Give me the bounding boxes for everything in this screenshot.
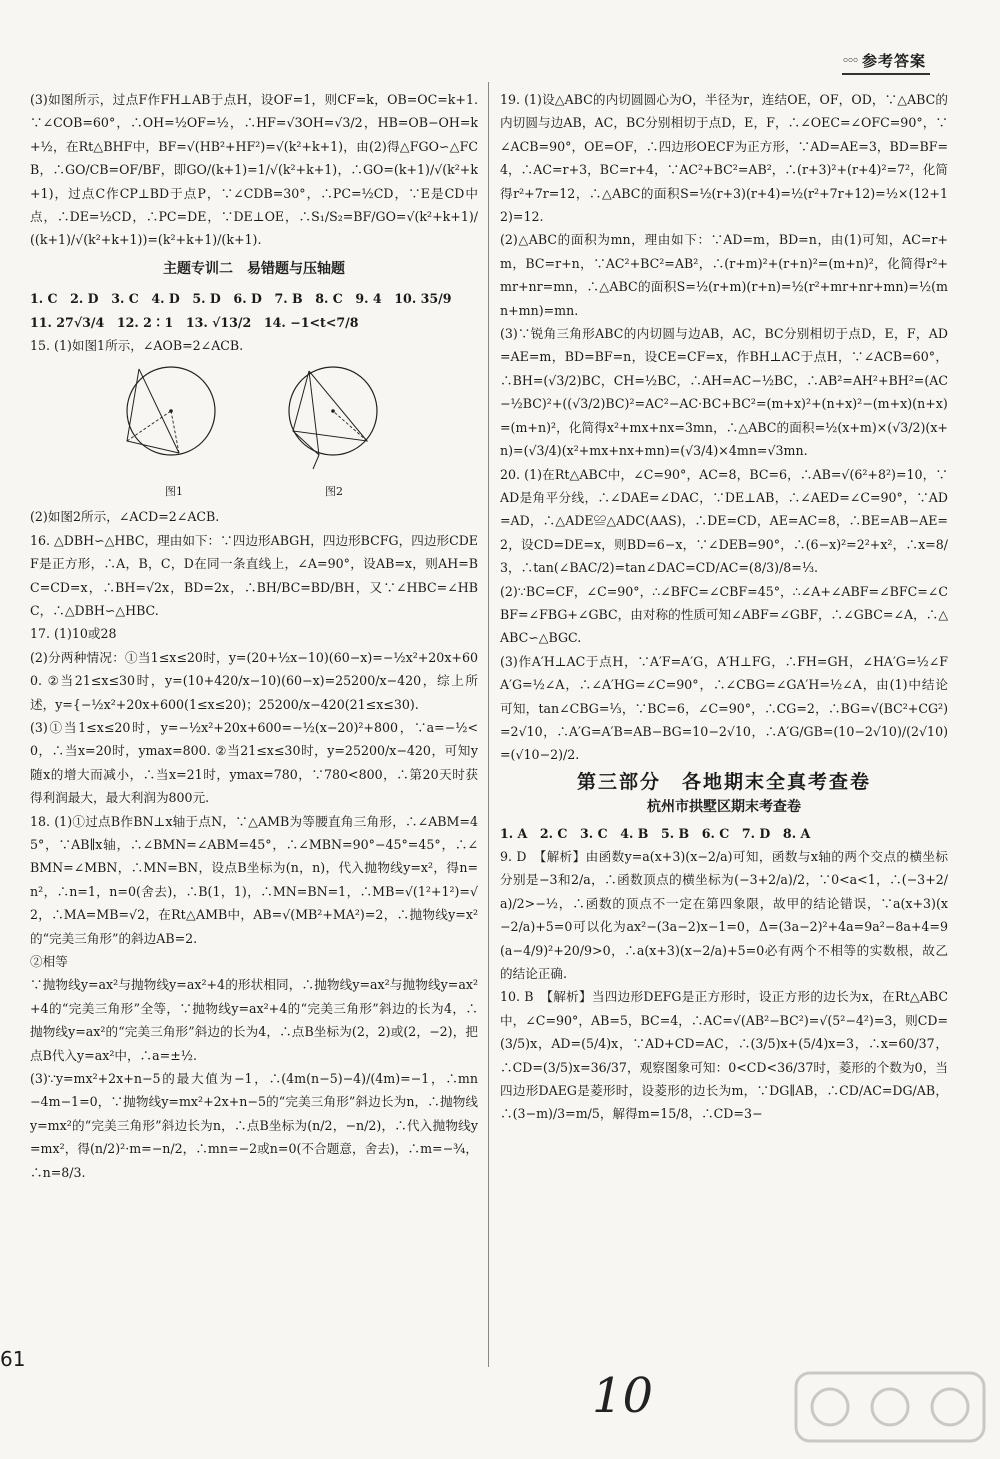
part-title: 第三部分 各地期末全真考查卷	[576, 770, 871, 793]
watermark-logo-icon	[790, 1367, 990, 1447]
figure-row	[30, 359, 478, 503]
handwritten-note: 10	[592, 1368, 654, 1424]
solution-paragraph: (2)如图2所示，∠ACD=2∠ACB.	[30, 509, 220, 525]
page-number: 61	[0, 1347, 26, 1371]
solution-paragraph: (2)分两种情况：①当1≤x≤20时，y=(20+½x−10)(60−x)=−½x²+20x+600. ②当21≤x≤30时，y=(10+420/x−10)(60−x)=25200/x−420，综上所述，y={−½x²+20x+600(1≤x≤20)；25200/x−420(21≤x≤30).	[30, 649, 478, 712]
solution-paragraph: 9. D 【解析】由函数y=a(x+3)(x−2/a)可知，函数与x轴的两个交点的横坐标分别是−3和2/a，∴函数顶点的横坐标为(−3+2/a)/2，∵0<a<1，∴(−3+2/a)/2>−½，∴函数的顶点不一定在第四象限，故甲的结论错误，∵a(x+3)(x−2/a)+5=0可以化为ax²−(3a−2)x−1=0，Δ=(3a−2)²+4a=9a²−8a+4=9(a−4/9)²+20/9>0，∴a(x+3)(x−2/a)+5=0必有两个不相等的实数根，故乙的结论正确.	[500, 849, 948, 982]
figure-caption: 图1	[165, 484, 183, 498]
figure-1	[109, 359, 239, 503]
solution-paragraph: 17. (1)10或28	[30, 626, 117, 642]
solution-paragraph: (3)①当1≤x≤20时，y=−½x²+20x+600=−½(x−20)²+800，∵a=−½<0，∴当x=20时，ymax=800. ②当21≤x≤30时，y=25200/x−420，可知y随x的增大而减小，∴当x=21时，ymax=780，∵780<800，∴第20天时获得利润最大，最大利润为800元.	[30, 719, 478, 806]
right-column	[500, 88, 948, 1126]
solution-paragraph: (3)∵锐角三角形ABC的内切圆与边AB，AC，BC分别相切于点D，E，F，AD=AE=m，BD=BF=n，设CE=CF=x，作BH⊥AC于点H，∵∠ACB=60°，∴BH=(√3/2)BC，CH=½BC，∴AH=AC−½BC，∴AB²=AH²+BH²=(AC−½BC)²+((√3/2)BC)²=AC²−AC·BC+BC²=(m+x)²+(n+x)²−(m+x)(n+x)=(m+n)²，化简得x²+mx+nx=3mn，∴△ABC的面积=½(x+m)×(√3/2)(x+n)=(√3/4)(x²+mx+nx+mn)=(√3/4)×4mn=√3mn.	[500, 326, 948, 459]
decorative-dots-icon: ◦◦◦	[841, 54, 858, 67]
solution-paragraph: 15. (1)如图1所示，∠AOB=2∠ACB.	[30, 338, 244, 354]
answer-list: 11. 27√3/4 12. 2∶1 13. √13/2 14. −1<t<7/8	[30, 314, 359, 330]
solution-paragraph: (3)∵y=mx²+2x+n−5的最大值为−1，∴(4m(n−5)−4)/(4m)=−1，∴mn−4m−1=0，∵抛物线y=mx²+2x+n−5的“完美三角形”斜边长为n，∴抛物线y=mx²的“完美三角形”斜边长为n，∴点B坐标为(n/2，−n/2)，∴代入抛物线y=mx²，得(n/2)²·m=−n/2，∴mn=−2或n=0(不合题意，舍去)，∴m=−¾，∴n=8/3.	[30, 1071, 478, 1180]
solution-paragraph: 18. (1)①过点B作BN⊥x轴于点N，∵△AMB为等腰直角三角形，∴∠ABM=45°，∵AB∥x轴，∴∠BMN=∠ABM=45°，∴∠MBN=90°−45°=45°，∴∠BMN=∠MBN，∴MN=BN，设点B坐标为(n，n)，代入抛物线y=x²，得n=n²，∴n=1，n=0(舍去)，∴B(1，1)，∴MN=BN=1，∴MB=√(1²+1²)=√2，∴MA=MB=√2，在Rt△AMB中，AB=√(MB²+MA²)=2，∴抛物线y=x²的“完美三角形”的斜边AB=2.	[30, 813, 478, 946]
section-title: 主题专训二 易错题与压轴题	[163, 260, 345, 277]
solution-paragraph: (3)如图所示，过点F作FH⊥AB于点H，设OF=1，则CF=k，OB=OC=k+1. ∵∠COB=60°，∴OH=½OF=½，∴HF=√3OH=√3/2，HB=OB−OH=k+½，在Rt△BHF中，BF=√(HB²+HF²)=√(k²+k+1)，由(2)得△FGO∽△FCB，∴GO/CB=OF/BF，即GO/(k+1)=1/√(k²+k+1)，∴GO=(k+1)/√(k²+k+1)，过点C作CP⊥BD于点P，∵∠CDB=30°，∴PC=½CD，∵E是CD中点，∴DE=½CD，∴PC=DE，∵DE⊥OE，∴S₁/S₂=BF/GO=√(k²+k+1)/((k+1)/√(k²+k+1))=(k²+k+1)/(k+1).	[30, 92, 478, 248]
column-divider	[488, 82, 489, 1367]
solution-paragraph: (3)作A′H⊥AC于点H，∵A′F=A′G，A′H⊥FG，∴FH=GH，∠HA′G=½∠FA′G=½∠A，∴∠A′HG=∠C=90°，∴∠CBG=∠GA′H=½∠A，由(1)中结论可知，tan∠CBG=⅓，∵BC=6，∠C=90°，∴CG=2，∴BG=√(BC²+CG²)=2√10，∴A′G=A′B=AB−BG=10−2√10，∴A′G/GB=(10−2√10)/(2√10)=(√10−2)/2.	[500, 653, 948, 763]
answer-list: 1. A 2. C 3. C 4. B 5. B 6. C 7. D 8. A	[500, 825, 811, 841]
solution-paragraph: (2)△ABC的面积为mn，理由如下：∵AD=m，BD=n，由(1)可知，AC=r+m，BC=r+n，∵AC²+BC²=AB²，∴(r+m)²+(r+n)²=(m+n)²，化简得r²+mr+nr=mn，∴△ABC的面积S=½(r+m)(r+n)=½(r²+mr+nr+mn)=½(mn+mn)=mn.	[500, 232, 948, 318]
solution-paragraph: ∵抛物线y=ax²与抛物线y=ax²+4的形状相同，∴抛物线y=ax²与抛物线y=ax²+4的“完美三角形”全等，∵抛物线y=ax²+4的“完美三角形”斜边的长为4，∴抛物线y=ax²的“完美三角形”斜边的长为4，∴点B坐标为(2，2)或(2，−2)，把点B代入y=ax²中，∴a=±½.	[30, 977, 478, 1063]
solution-paragraph: 16. △DBH∽△HBC，理由如下：∵四边形ABGH，四边形BCFG，四边形CDEF是正方形，∴A，B，C，D在同一条直线上，∠A=90°，设AB=x，则AH=BC=CD=x，∴BH=√2x，BD=2x，∴BH/BC=BD/BH，又∵∠HBC=∠HBC，∴△DBH∽△HBC.	[30, 532, 478, 618]
solution-paragraph: 19. (1)设△ABC的内切圆圆心为O，半径为r，连结OE，OF，OD，∵△ABC的内切圆与边AB，AC，BC分别相切于点D，E，F，∴∠OEC=∠OFC=90°，∵∠ACB=90°，OE=OF，∴四边形OECF为正方形，∵AD=AE=3，BD=BF=4，∴AC=r+3，BC=r+4，∵AC²+BC²=AB²，∴(r+3)²+(r+4)²=7²，化简得r²+7r=12，∴△ABC的面积S=½(r+3)(r+4)=½(r²+7r+12)=½×(12+12)=12.	[500, 92, 948, 225]
left-column	[30, 88, 478, 1184]
answer-list: 1. C 2. D 3. C 4. D 5. D 6. D 7. B 8. C 9. 4 10. 35/9	[30, 291, 452, 307]
figure-caption: 图2	[325, 484, 343, 498]
circle-figure-1-icon	[109, 359, 239, 471]
solution-paragraph: 10. B 【解析】当四边形DEFG是正方形时，设正方形的边长为x，在Rt△ABC中，∠C=90°，AB=5，BC=4，∴AC=√(AB²−BC²)=√(5²−4²)=3，则CD=(3/5)x，AD=(5/4)x，∵AD+CD=AC，∴(3/5)x+(5/4)x=3，∴x=60/37，∴CD=(3/5)x=36/37，观察图象可知：0<CD<36/37时，菱形的个数为0，当四边形DAEG是菱形时，设菱形的边长为m，∵DG∥AB，∴CD/AC=DG/AB，∴(3−m)/3=m/5，解得m=15/8，∴CD=3−	[500, 989, 948, 1122]
solution-paragraph: ②相等	[30, 954, 68, 969]
figure-2	[269, 359, 399, 503]
header-tag-text: 参考答案	[861, 52, 926, 70]
header-tag	[842, 50, 930, 75]
exam-title: 杭州市拱墅区期末考查卷	[647, 799, 801, 816]
solution-paragraph: (2)∵BC=CF，∠C=90°，∴∠BFC=∠CBF=45°，∴∠A+∠ABF=∠BFC=∠CBF=∠FBG+∠GBC，由对称的性质可知∠ABF=∠GBF，∴∠GBC=∠A，∴△ABC∽△BGC.	[500, 583, 948, 646]
solution-paragraph: 20. (1)在Rt△ABC中，∠C=90°，AC=8，BC=6，∴AB=√(6²+8²)=10，∵AD是角平分线，∴∠DAE=∠DAC，∵DE⊥AB，∴∠AED=∠C=90°，∵AD=AD，∴△ADE≌△ADC(AAS)，∴DE=CD，AE=AC=8，∴BE=AB−AE=2，设CD=DE=x，则BD=6−x，∵∠DEB=90°，∴(6−x)²=2²+x²，∴x=8/3，∴tan(∠BAC/2)=tan∠DAC=CD/AC=(8/3)/8=⅓.	[500, 466, 948, 576]
circle-figure-2-icon	[269, 359, 399, 471]
